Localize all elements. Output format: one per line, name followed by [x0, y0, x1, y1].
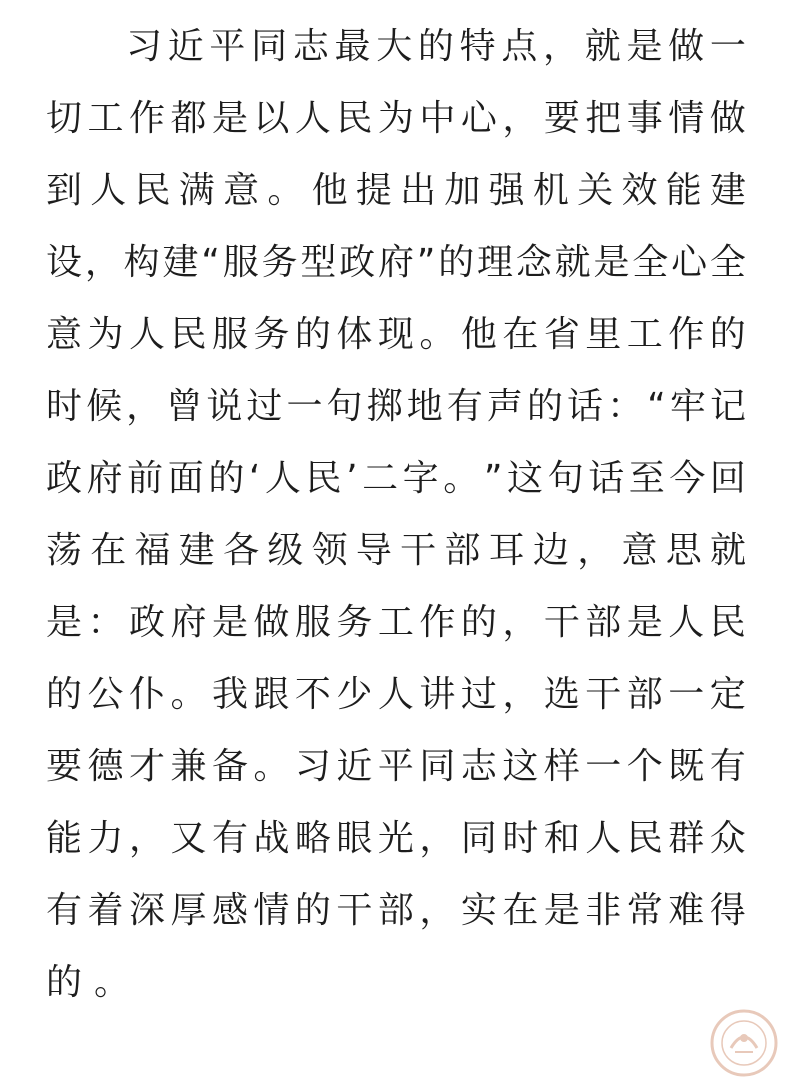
text-char: 型: [300, 242, 337, 283]
text-char: 建: [709, 170, 746, 211]
text-char: 全: [632, 242, 669, 283]
text-char: 厚: [170, 890, 207, 931]
text-char: 说: [206, 386, 243, 427]
text-char: 定: [709, 674, 746, 715]
text-char: 备: [211, 746, 248, 787]
seal-logo-icon: [709, 1008, 779, 1078]
text-line: [46, 515, 746, 587]
text-char: 的: [46, 962, 83, 1003]
text-char: 政: [46, 458, 83, 499]
text-char: 得: [709, 890, 746, 931]
text-char: 我: [211, 674, 248, 715]
text-char: 的: [46, 674, 83, 715]
text-char: 是: [211, 98, 248, 139]
text-char: 讲: [419, 674, 456, 715]
text-line: [46, 587, 746, 659]
text-char: 到: [46, 170, 83, 211]
text-char: ，: [543, 26, 580, 67]
text-char: 民: [134, 170, 171, 211]
text-char: 同: [419, 746, 456, 787]
text-char: 今: [669, 458, 706, 499]
text-char: 全: [709, 242, 746, 283]
text-char: 习: [126, 26, 163, 67]
text-char: 构: [123, 242, 160, 283]
text-char: 事: [626, 98, 663, 139]
text-char: 二: [362, 458, 399, 499]
text-char: 是: [626, 602, 663, 643]
text-line: [46, 299, 746, 371]
text-char: 同: [460, 818, 497, 859]
text-char: 力: [87, 818, 124, 859]
text-char: 。: [267, 170, 304, 211]
text-char: 感: [211, 890, 248, 931]
text-char: 建: [162, 242, 199, 283]
text-char: 近: [167, 26, 204, 67]
text-char: 建: [178, 530, 215, 571]
text-char: 就: [554, 242, 591, 283]
text-char: 人: [377, 674, 414, 715]
article-paragraph: [46, 11, 746, 1019]
text-char: 就: [709, 530, 746, 571]
text-line: [46, 11, 746, 83]
text-char: 才: [128, 746, 165, 787]
text-char: 这: [502, 746, 539, 787]
text-char: 在: [502, 314, 539, 355]
text-char: 在: [90, 530, 127, 571]
text-char: 都: [170, 98, 207, 139]
text-char: 要: [46, 746, 83, 787]
text-char: 个: [626, 746, 663, 787]
text-char: 意: [621, 530, 658, 571]
text-char: 工: [87, 98, 124, 139]
text-char: 众: [709, 818, 746, 859]
text-char: 为: [377, 98, 414, 139]
text-line: [46, 227, 746, 299]
text-char: 强: [488, 170, 525, 211]
text-char: 前: [127, 458, 164, 499]
text-char: 要: [543, 98, 580, 139]
text-char: 干: [543, 602, 580, 643]
text-char: 是: [593, 242, 630, 283]
text-char: 是: [46, 602, 83, 643]
text-char: 声: [486, 386, 523, 427]
text-char: 府: [86, 458, 123, 499]
text-char: 级: [267, 530, 304, 571]
text-char: 做: [709, 98, 746, 139]
text-char: 务: [261, 242, 298, 283]
text-char: 曾: [166, 386, 203, 427]
text-char: 意: [223, 170, 260, 211]
text-char: 是: [211, 602, 248, 643]
text-char: 记: [709, 386, 746, 427]
text-char: 面: [167, 458, 204, 499]
text-char: 思: [665, 530, 702, 571]
text-char: ，: [419, 890, 456, 931]
text-char: 做: [253, 602, 290, 643]
text-char: 少: [336, 674, 373, 715]
text-char: “: [201, 242, 220, 283]
text-char: 导: [355, 530, 392, 571]
text-char: 设: [46, 242, 83, 283]
text-char: 人: [294, 98, 331, 139]
text-char: 能: [46, 818, 83, 859]
text-char: 平: [377, 746, 414, 787]
text-char: 加: [444, 170, 481, 211]
text-char: 是: [543, 890, 580, 931]
text-char: 非: [585, 890, 622, 931]
text-char: 人: [90, 170, 127, 211]
text-char: 干: [585, 674, 622, 715]
text-char: 提: [355, 170, 392, 211]
text-char: 民: [305, 458, 342, 499]
text-line: [46, 803, 746, 875]
text-char: 。: [253, 746, 290, 787]
text-char: 念: [515, 242, 552, 283]
text-char: 干: [336, 890, 373, 931]
text-char: 耳: [488, 530, 525, 571]
text-char: 民: [709, 602, 746, 643]
text-char: ，: [126, 386, 163, 427]
text-char: 关: [577, 170, 614, 211]
text-char: ，: [577, 530, 614, 571]
text-char: 的: [709, 314, 746, 355]
text-char: 心: [671, 242, 708, 283]
text-char: 民: [336, 98, 373, 139]
text-char: 满: [178, 170, 215, 211]
text-char: 意: [46, 314, 83, 355]
text-char: 情: [253, 890, 290, 931]
text-char: 志: [460, 746, 497, 787]
text-char: ，: [84, 242, 121, 283]
text-char: 服: [294, 602, 331, 643]
text-char: 作: [668, 314, 705, 355]
text-char: 德: [87, 746, 124, 787]
text-line: [46, 443, 746, 515]
text-char: 有: [709, 746, 746, 787]
text-line: [46, 659, 746, 731]
text-char: 情: [668, 98, 705, 139]
text-char: 工: [626, 314, 663, 355]
text-char: 跟: [253, 674, 290, 715]
text-line: [46, 371, 746, 443]
text-char: ，: [502, 602, 539, 643]
text-char: 政: [128, 602, 165, 643]
text-char: 深: [128, 890, 165, 931]
text-char: 牢: [669, 386, 706, 427]
text-char: 他: [460, 314, 497, 355]
text-char: 光: [377, 818, 414, 859]
text-char: 中: [419, 98, 456, 139]
text-char: 句: [326, 386, 363, 427]
text-char: 部: [444, 530, 481, 571]
text-char: ”: [483, 458, 503, 499]
text-char: 地: [406, 386, 443, 427]
text-char: 句: [547, 458, 584, 499]
text-char: 是: [626, 26, 663, 67]
text-char: 以: [253, 98, 290, 139]
text-char: 把: [585, 98, 622, 139]
text-char: “: [647, 386, 666, 427]
text-char: 在: [502, 890, 539, 931]
text-line: [46, 155, 746, 227]
text-char: 这: [507, 458, 544, 499]
text-char: 体: [336, 314, 373, 355]
text-char: 过: [246, 386, 283, 427]
text-char: 至: [628, 458, 665, 499]
text-char: 志: [292, 26, 329, 67]
text-line: [46, 83, 746, 155]
text-char: 福: [134, 530, 171, 571]
text-char: ”: [416, 242, 436, 283]
text-char: 公: [87, 674, 124, 715]
text-line: [46, 731, 746, 803]
text-char: 部: [377, 890, 414, 931]
text-char: 一: [668, 674, 705, 715]
text-char: 有: [46, 890, 83, 931]
text-char: 出: [400, 170, 437, 211]
text-char: 的: [460, 602, 497, 643]
text-char: 府: [170, 602, 207, 643]
text-char: 大: [376, 26, 413, 67]
text-char: 工: [377, 602, 414, 643]
text-char: 边: [532, 530, 569, 571]
text-char: 府: [377, 242, 414, 283]
text-line: [46, 875, 746, 947]
text-char: 一: [286, 386, 323, 427]
text-char: 效: [621, 170, 658, 211]
text-char: 话: [588, 458, 625, 499]
text-char: 人: [585, 818, 622, 859]
text-char: 兼: [170, 746, 207, 787]
text-char: ，: [502, 98, 539, 139]
text-char: 各: [223, 530, 260, 571]
text-char: 实: [460, 890, 497, 931]
text-char: 眼: [336, 818, 373, 859]
text-char: 服: [222, 242, 259, 283]
text-char: ‘: [248, 458, 261, 499]
text-char: 里: [585, 314, 622, 355]
text-char: 心: [460, 98, 497, 139]
text-char: 既: [668, 746, 705, 787]
text-char: 现: [377, 314, 414, 355]
text-char: 选: [543, 674, 580, 715]
text-char: ：: [607, 386, 644, 427]
text-char: 机: [532, 170, 569, 211]
text-char: 政: [339, 242, 376, 283]
text-char: 作: [128, 98, 165, 139]
text-char: 干: [400, 530, 437, 571]
text-char: 样: [543, 746, 580, 787]
text-char: 为: [87, 314, 124, 355]
text-char: 回: [709, 458, 746, 499]
text-char: 省: [543, 314, 580, 355]
text-char: 着: [87, 890, 124, 931]
text-char: 理: [477, 242, 514, 283]
text-char: ’: [346, 458, 358, 499]
text-char: 战: [253, 818, 290, 859]
text-char: 切: [46, 98, 83, 139]
text-char: 特: [459, 26, 496, 67]
text-char: 的: [294, 314, 331, 355]
text-char: 人: [668, 602, 705, 643]
text-char: 同: [251, 26, 288, 67]
text-char: 近: [336, 746, 373, 787]
text-char: 就: [584, 26, 621, 67]
text-char: ，: [128, 818, 165, 859]
text-char: 的: [417, 26, 454, 67]
text-char: 有: [211, 818, 248, 859]
text-char: 难: [668, 890, 705, 931]
text-char: 。: [94, 962, 131, 1003]
text-char: 民: [170, 314, 207, 355]
text-char: 群: [668, 818, 705, 859]
text-char: 人: [128, 314, 165, 355]
text-char: 的: [208, 458, 245, 499]
text-char: ：: [87, 602, 124, 643]
text-line: [46, 947, 746, 1019]
text-char: 仆: [128, 674, 165, 715]
text-char: 的: [294, 890, 331, 931]
text-char: 。: [419, 314, 456, 355]
text-char: 和: [543, 818, 580, 859]
text-char: 荡: [46, 530, 83, 571]
text-char: 字: [402, 458, 439, 499]
text-char: 过: [460, 674, 497, 715]
text-char: 最: [334, 26, 371, 67]
text-char: 时: [46, 386, 83, 427]
text-char: 一: [709, 26, 746, 67]
text-char: ，: [419, 818, 456, 859]
text-char: 部: [626, 674, 663, 715]
text-char: 务: [253, 314, 290, 355]
text-char: 。: [170, 674, 207, 715]
text-char: 民: [626, 818, 663, 859]
text-char: 做: [668, 26, 705, 67]
text-char: 平: [209, 26, 246, 67]
text-char: 不: [294, 674, 331, 715]
text-char: 人: [264, 458, 301, 499]
text-char: 时: [502, 818, 539, 859]
text-char: 话: [567, 386, 604, 427]
text-char: 略: [294, 818, 331, 859]
text-char: ，: [502, 674, 539, 715]
text-char: 一: [585, 746, 622, 787]
text-char: 。: [443, 458, 480, 499]
text-char: 他: [311, 170, 348, 211]
text-char: 常: [626, 890, 663, 931]
text-char: 习: [294, 746, 331, 787]
text-char: 服: [211, 314, 248, 355]
text-char: 掷: [366, 386, 403, 427]
text-char: 领: [311, 530, 348, 571]
text-char: 务: [336, 602, 373, 643]
text-char: 有: [446, 386, 483, 427]
text-char: 的: [526, 386, 563, 427]
text-char: 能: [665, 170, 702, 211]
text-char: 点: [501, 26, 538, 67]
text-char: 又: [170, 818, 207, 859]
text-char: 候: [86, 386, 123, 427]
text-char: 的: [438, 242, 475, 283]
text-char: 部: [585, 602, 622, 643]
text-char: 作: [419, 602, 456, 643]
